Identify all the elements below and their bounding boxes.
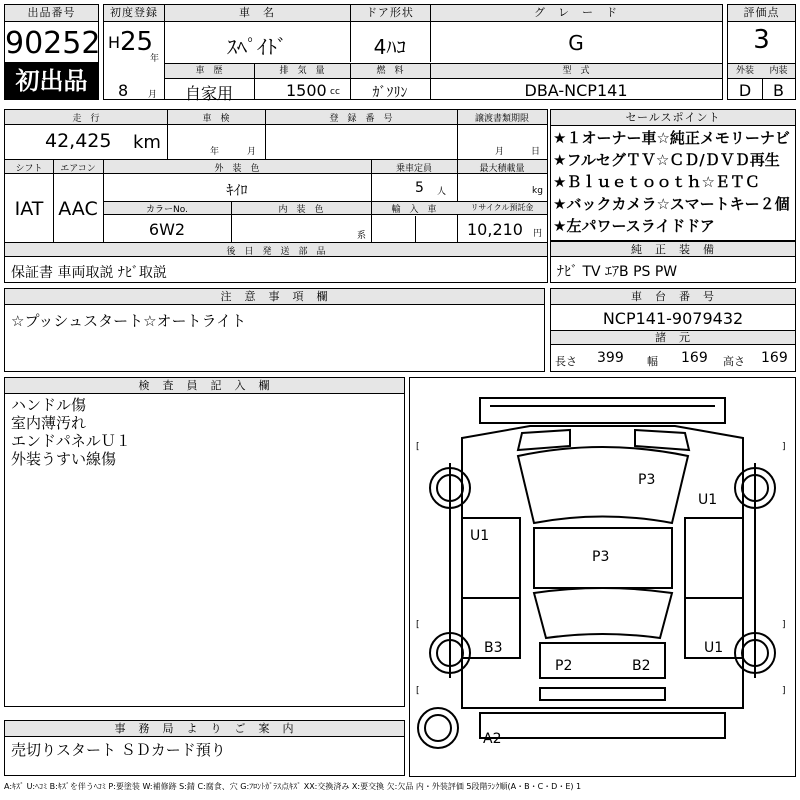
damage-mark: P3 [592,549,610,565]
height-label: 高さ [723,355,745,368]
car-diagram [409,377,796,777]
grade: G [568,31,584,55]
model-label: 型 式 [562,66,590,76]
reg-no-label: 登 録 番 号 [329,114,393,124]
mileage-label: 走 行 [72,114,100,124]
mileage-unit: km [133,132,161,153]
door-type: 4ﾊｺ [373,35,407,59]
insp-month-unit: 月 [247,147,257,157]
displacement: 1500 [286,81,327,100]
int-grade: B [773,81,784,100]
car-name: ｽﾍﾟｲﾄﾞ [227,35,287,59]
shift-label: シフト [15,164,43,174]
fuel-label: 燃 料 [376,66,404,76]
color-no: 6W2 [148,220,186,239]
bracket: [ [416,442,420,452]
sales-point: ★左パワースライドドア [553,217,715,235]
length-label: 長さ [555,355,577,368]
history: 自家用 [184,84,233,103]
month-unit: 月 [148,90,158,100]
inspector-lines [11,396,131,468]
color-no-label: カラーNo. [146,205,188,215]
sales-points-list [553,127,797,237]
height-value: 169 [761,350,788,366]
notes-text: ☆プッシュスタート☆オートライト [11,312,247,330]
year-unit: 年 [150,54,160,64]
chassis-box [550,288,796,372]
inspector-label: 検 査 員 記 入 欄 [5,378,404,394]
ac: AAC [58,198,98,220]
mileage: 42,425 [45,130,112,152]
capacity: 5 [415,180,424,196]
bracket: ] [782,442,786,452]
bracket: ] [782,686,786,696]
genuine-equipment-box [550,241,796,283]
interior-unit: 系 [357,231,367,241]
damage-mark: B3 [484,640,503,656]
inspector-line: 室内薄汚れ [11,414,87,432]
damage-mark: B2 [632,658,651,674]
later-parts-label: 後 日 発 送 部 品 [226,247,326,257]
name-label: 車 名 [164,5,350,22]
inspector-box [4,377,405,707]
displacement-unit: cc [330,87,340,97]
history-label: 車 歴 [195,66,223,76]
bracket: [ [416,620,420,630]
office-label: 事 務 局 よ り ご 案 内 [5,721,404,737]
width-value: 169 [681,350,708,366]
car-outline [410,378,795,776]
later-parts-text: 保証書 車両取説 ﾅﾋﾞ取説 [11,265,167,281]
office-text: 売切りスタート ＳＤカード預り [11,741,226,759]
score: 3 [753,25,770,55]
width-label: 幅 [647,355,658,368]
first-listing-text: 初出品 [15,67,88,95]
transfer-month-unit: 月 [495,147,505,157]
inspector-line: ハンドル傷 [11,396,87,414]
ext-grade: D [738,81,752,100]
import-label: 輸 入 車 [391,205,437,215]
capacity-unit: 人 [437,187,447,197]
sales-point: ★Ｂｌｕｅｔｏｏｔｈ☆ＥＴＣ [553,173,760,191]
office-box [4,720,405,776]
ac-label: エアコン [60,164,96,174]
vehicle-header-table [103,4,723,103]
sales-point: ★フルセグＴＶ☆ＣＤ/ＤＶＤ再生 [553,151,780,169]
recycle-label: リサイクル預託金 [470,203,534,212]
inspection-label: 車 検 [202,114,230,124]
capacity-label: 乗車定員 [395,164,432,174]
exterior-color: ｷｲﾛ [226,183,248,199]
reg-label: 初度登録 [104,5,164,22]
dims-label: 諸 元 [551,330,795,345]
model: DBA-NCP141 [524,81,628,100]
notes-box [4,288,545,372]
sales-point: ★１オーナー車☆純正メモリーナビ [553,129,790,147]
load-unit: kg [532,186,543,196]
sales-points-label: セールスポイント [551,110,795,126]
damage-mark: U1 [704,640,724,656]
lot-label: 出品番号 [5,5,98,22]
damage-mark: P3 [638,472,656,488]
score-label: 評価点 [728,5,795,22]
interior-label: 内 装 色 [278,205,324,215]
bracket: ] [782,620,786,630]
first-listing-badge [4,62,99,100]
reg-month: 8 [118,81,129,100]
fuel: ｶﾞｿﾘﾝ [372,85,408,101]
chassis-label: 車 台 番 号 [551,289,795,305]
damage-mark: P2 [555,658,573,674]
recycle-unit: 円 [533,229,543,239]
displacement-label: 排 気 量 [279,66,325,76]
notes-label: 注 意 事 項 欄 [5,289,544,305]
transfer-day-unit: 日 [531,147,541,157]
load-label: 最大積載量 [479,164,525,174]
reg-year: 25 [120,27,154,57]
damage-mark: A2 [483,731,502,747]
era: H [108,33,121,52]
lot-number: 90252 [5,26,101,61]
inspector-line: エンドパネルＵ１ [11,432,131,450]
bracket: [ [416,686,420,696]
color-label: 外 装 色 [214,164,260,174]
recycle: 10,210 [467,220,523,239]
score-box [727,4,796,100]
shift: IAT [14,198,44,220]
insp-year-unit: 年 [210,147,220,157]
chassis-number: NCP141-9079432 [602,309,744,328]
damage-mark: U1 [470,528,490,544]
int-label: 内装 [769,66,788,76]
damage-mark: U1 [698,492,718,508]
genuine-equipment-label: 純 正 装 備 [551,241,795,257]
ext-label: 外装 [735,66,754,76]
sales-points-box [550,109,796,241]
sales-point: ★バックカメラ☆スマートキー２個 [553,195,790,213]
length-value: 399 [597,350,624,366]
inspector-line: 外装うすい線傷 [11,450,117,468]
genuine-equipment-text: ﾅﾋﾞ TV ｴｱB PS PW [557,264,678,280]
transfer-label: 譲渡書類期限 [474,114,529,124]
door-label: ドア形状 [350,5,430,22]
grade-label: グ レ ー ド [430,5,722,22]
legend-text: A:ｷｽﾞ U:ﾍｺﾐ B:ｷｽﾞを伴うﾍｺﾐ P:要塗装 W:補修跡 S:錆 C:腐食、穴 G:ﾌﾛﾝﾄｶﾞﾗｽ点ｷｽﾞ XX:交換済み X:要交換 欠:欠品 内・外装評価 5段階ﾗﾝｸ順(A・B・C・D・E) 1 [4,782,582,791]
details-table [4,109,548,283]
